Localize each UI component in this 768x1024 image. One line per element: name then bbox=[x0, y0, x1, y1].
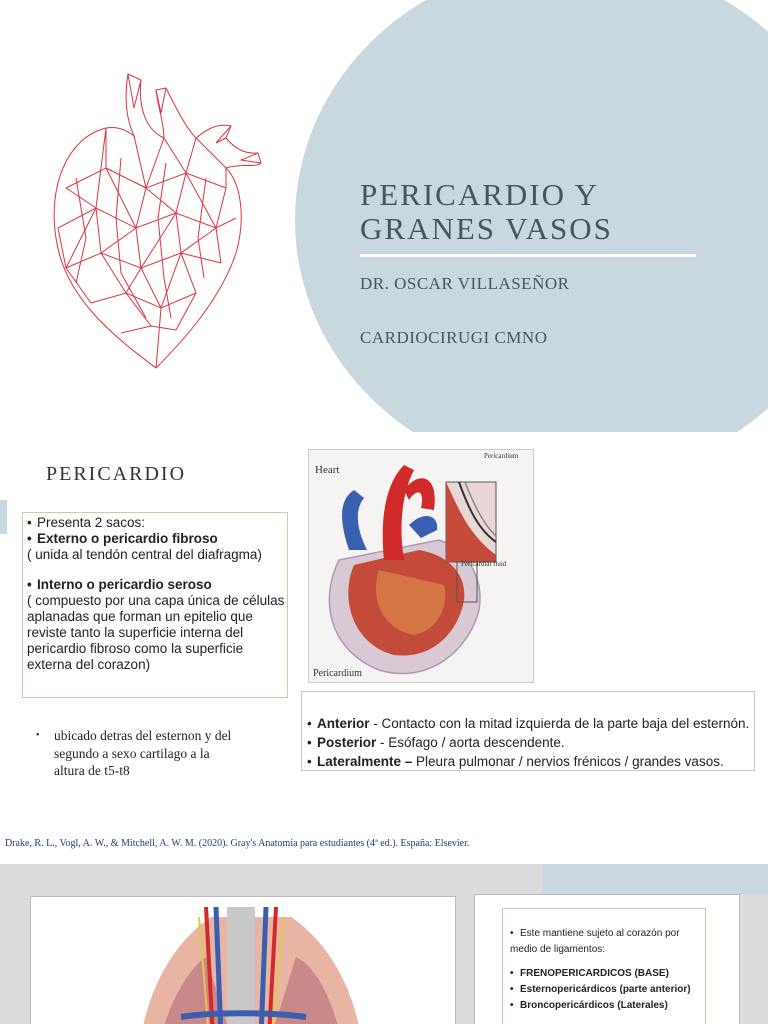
title-slide bbox=[0, 0, 768, 432]
figure-label-pericardium-top: Pericardium bbox=[484, 452, 519, 460]
bullet-icon: • bbox=[36, 730, 40, 741]
department: CARDIOCIRUGI CMNO bbox=[360, 328, 548, 347]
figure-label-heart: Heart bbox=[315, 464, 340, 476]
title-line-1: PERICARDIO Y bbox=[360, 177, 600, 212]
ligament-item: • Broncopericárdicos (Laterales) bbox=[510, 1000, 668, 1011]
accent-bar bbox=[0, 500, 7, 534]
ligament-item: • FRENOPERICARDICOS (BASE) bbox=[510, 968, 669, 979]
presentation-title bbox=[360, 178, 613, 246]
fibroso-desc: ( unida al tendón central del diafragma) bbox=[27, 547, 262, 562]
title-line-2: GRANES VASOS bbox=[360, 211, 613, 246]
seroso-heading: • Interno o pericardio seroso bbox=[27, 577, 212, 592]
figure-label-fluid: Pericardial fluid bbox=[461, 560, 507, 568]
sacos-line: • Presenta 2 sacos: bbox=[27, 515, 146, 530]
anatomy-photo bbox=[30, 896, 456, 1024]
ligament-item: • Esternopericárdicos (parte anterior) bbox=[510, 984, 691, 995]
location-note-text: ubicado detras del esternon y del segundo a sexo cartilago a la altura de t5-t8 bbox=[54, 728, 232, 778]
ligaments-slide bbox=[0, 864, 768, 1024]
thorax-dissection-image bbox=[31, 897, 455, 1024]
slide-heading: PERICARDIO bbox=[46, 463, 187, 485]
seroso-desc: ( compuesto por una capa única de células aplanadas que forman un epitelio que reviste tanto la superficie interna del pericardio fibroso como la superficie externa del corazon) bbox=[27, 593, 285, 672]
title-divider bbox=[360, 254, 696, 257]
relation-posterior: • Posterior - Esófago / aorta descendente. bbox=[307, 735, 565, 750]
relation-lateral: • Lateralmente – Pleura pulmonar / nervios frénicos / grandes vasos. bbox=[307, 754, 724, 769]
fibroso-heading: • Externo o pericardio fibroso bbox=[27, 531, 218, 546]
author-name: DR. OSCAR VILLASEÑOR bbox=[360, 274, 570, 293]
sacos-textbox bbox=[22, 512, 288, 698]
ligaments-textbox bbox=[502, 908, 706, 1024]
pericardio-slide bbox=[0, 432, 768, 864]
citation: Drake, R. L., Vogl, A. W., & Mitchell, A. W. M. (2020). Gray's Anatomia para estudiantes (4ª ed.). España: Elsevier. bbox=[5, 838, 470, 849]
relation-anterior: • Anterior - Contacto con la mitad izquierda de la parte baja del esternón. bbox=[307, 716, 750, 731]
accent-band bbox=[542, 864, 768, 894]
heart-pericardium-figure bbox=[308, 449, 534, 683]
ligaments-intro: • Este mantiene sujeto al corazón por medio de ligamentos: bbox=[510, 928, 680, 955]
wireframe-heart-illustration bbox=[46, 68, 266, 378]
figure-label-pericardium-bottom: Pericardium bbox=[313, 668, 362, 679]
relations-textbox bbox=[301, 691, 755, 771]
